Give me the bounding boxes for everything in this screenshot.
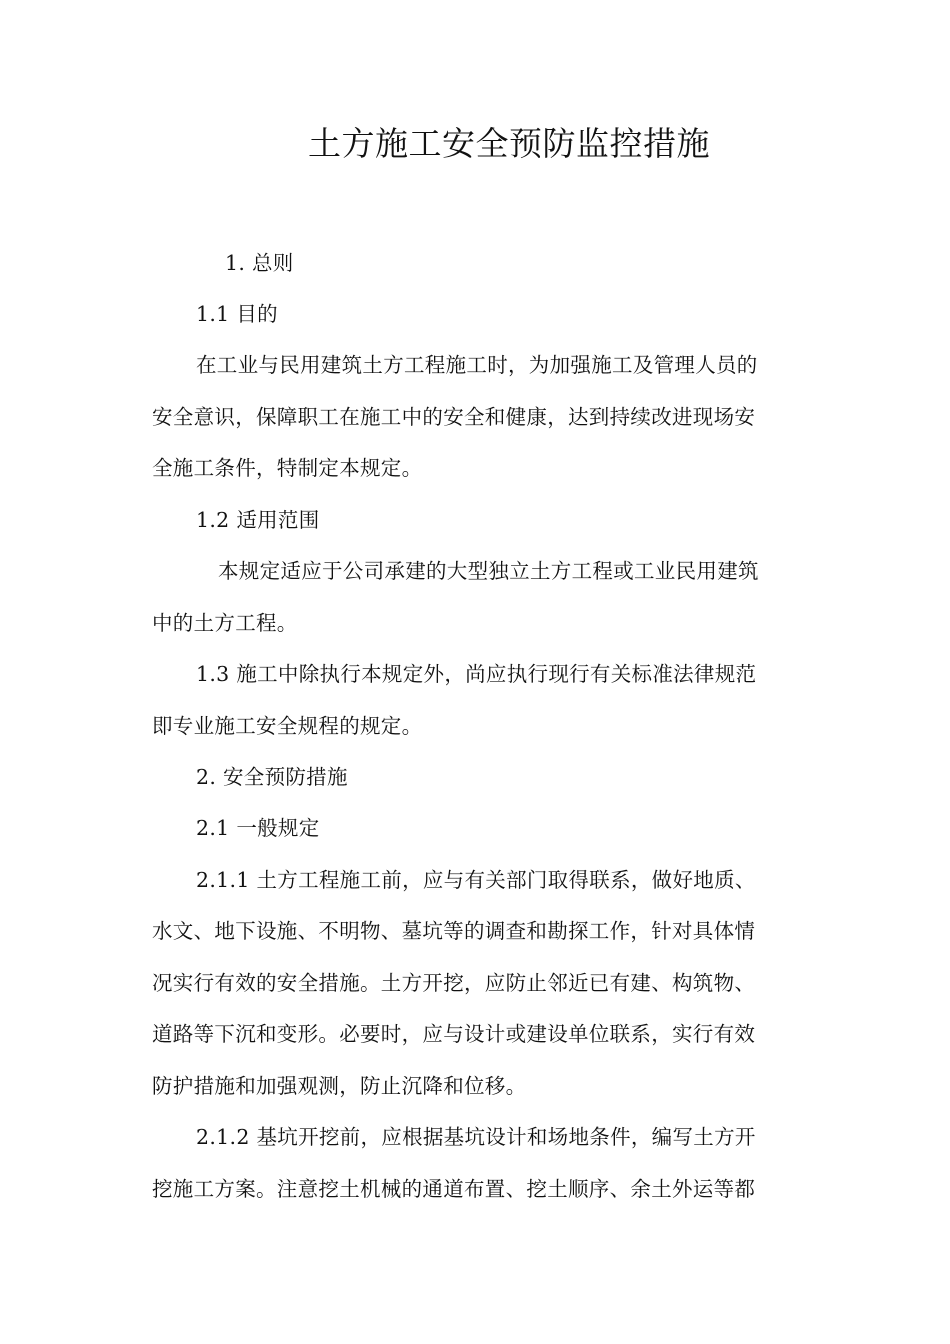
heading-scope: 1.2 适用范围 [196, 508, 320, 532]
paragraph-line: 安全意识，保障职工在施工中的安全和健康，达到持续改进现场安 [152, 405, 756, 429]
paragraph-line: 防护措施和加强观测，防止沉降和位移。 [152, 1074, 527, 1098]
paragraph-line: 道路等下沉和变形。必要时，应与设计或建设单位联系，实行有效 [152, 1022, 756, 1046]
heading-general-rules: 2.1 一般规定 [196, 816, 320, 840]
paragraph-line: 2.1.1 土方工程施工前，应与有关部门取得联系，做好地质、 [196, 868, 756, 892]
paragraph-line: 水文、地下设施、不明物、墓坑等的调查和勘探工作，针对具体情 [152, 919, 756, 943]
paragraph-line: 挖施工方案。注意挖土机械的通道布置、挖土顺序、余土外运等都 [152, 1177, 756, 1201]
paragraph-line: 全施工条件，特制定本规定。 [152, 456, 423, 480]
heading-purpose: 1.1 目的 [196, 302, 278, 326]
paragraph-line: 即专业施工安全规程的规定。 [152, 714, 423, 738]
paragraph-line: 在工业与民用建筑土方工程施工时，为加强施工及管理人员的 [196, 353, 758, 377]
paragraph-line: 1.3 施工中除执行本规定外，尚应执行现行有关标准法律规范 [196, 662, 757, 686]
heading-general: 1. 总则 [225, 251, 294, 275]
document-title: 土方施工安全预防监控措施 [308, 124, 710, 163]
paragraph-line: 中的土方工程。 [152, 611, 298, 635]
paragraph-line: 本规定适应于公司承建的大型独立土方工程或工业民用建筑 [218, 559, 759, 583]
paragraph-line: 况实行有效的安全措施。土方开挖，应防止邻近已有建、构筑物、 [152, 971, 756, 995]
heading-safety-measures: 2. 安全预防措施 [196, 765, 348, 789]
paragraph-line: 2.1.2 基坑开挖前，应根据基坑设计和场地条件，编写土方开 [196, 1125, 756, 1149]
